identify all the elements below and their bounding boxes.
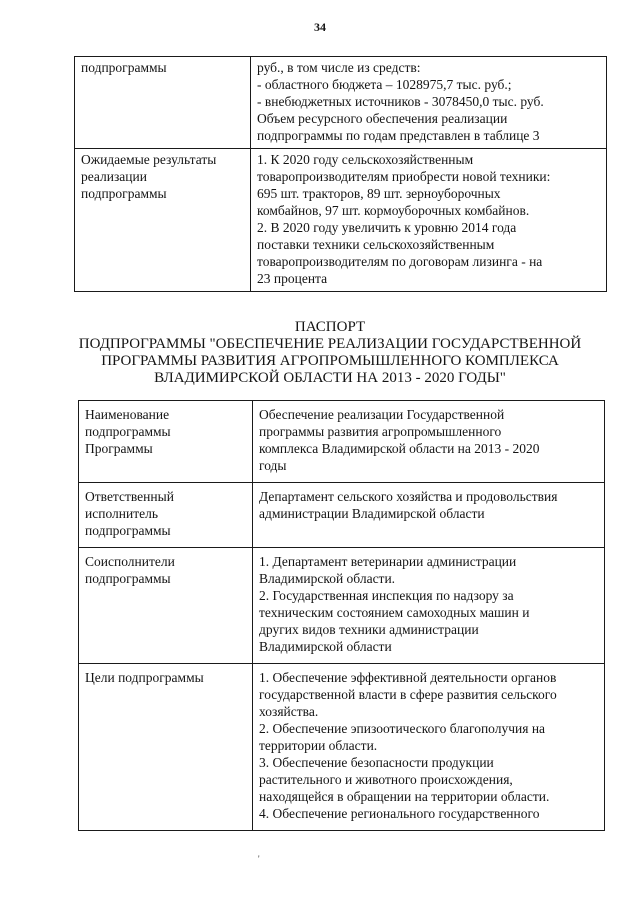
row-value-line: других видов техники администрации (259, 622, 479, 637)
row-value-line: 1. Департамент ветеринарии администрации (259, 554, 517, 569)
row-value-line: комплекса Владимирской области на 2013 - 2020 (259, 441, 540, 456)
row-value-line: руб., в том числе из средств: (257, 60, 421, 75)
table-row (79, 548, 605, 664)
row-value-line: растительного и животного происхождения, (259, 772, 513, 787)
row-value-line: подпрограммы по годам представлен в таблице 3 (257, 128, 540, 143)
table-row (75, 57, 607, 149)
row-value-line: Объем ресурсного обеспечения реализации (257, 111, 508, 126)
row-value-line: находящейся в обращении на территории области. (259, 789, 550, 804)
row-value-line: хозяйства. (259, 704, 319, 719)
row-label-line: исполнитель (85, 506, 158, 521)
row-value-line: Департамент сельского хозяйства и продовольствия (259, 489, 558, 504)
row-label-line: подпрограммы (85, 523, 171, 538)
passport-table-body (79, 401, 605, 831)
row-label-cell (79, 483, 253, 548)
row-label-line: Цели подпрограммы (85, 670, 204, 685)
row-value-line: годы (259, 458, 287, 473)
row-value-line: 1. Обеспечение эффективной деятельности органов (259, 670, 557, 685)
row-value-line: 2. Государственная инспекция по надзору за (259, 588, 514, 603)
row-value-line: товаропроизводителям по договорам лизинга - на (257, 254, 543, 269)
row-label-cell (75, 149, 251, 292)
table-row (75, 149, 607, 292)
row-label-line: подпрограммы (85, 424, 171, 439)
row-value-line: Владимирской области. (259, 571, 396, 586)
row-value-line: - областного бюджета – 1028975,7 тыс. руб.; (257, 77, 512, 92)
row-value-line: 3. Обеспечение безопасности продукции (259, 755, 494, 770)
row-value-line: 1. К 2020 году сельскохозяйственным (257, 152, 474, 167)
row-value-line: поставки техники сельскохозяйственным (257, 237, 495, 252)
row-label-cell (75, 57, 251, 149)
row-label-cell (79, 401, 253, 483)
row-label-line: подпрограммы (81, 186, 167, 201)
row-value-cell (253, 548, 605, 664)
heading-line: ПОДПРОГРАММЫ "ОБЕСПЕЧЕНИЕ РЕАЛИЗАЦИИ ГОСУДАРСТВЕННОЙ (78, 336, 582, 352)
resources-results-table (74, 56, 607, 292)
row-value-line: государственной власти в сфере развития сельского (259, 687, 557, 702)
table-row (79, 401, 605, 483)
row-value-cell (251, 57, 607, 149)
row-value-cell (253, 664, 605, 831)
table-row (79, 664, 605, 831)
table-row (79, 483, 605, 548)
row-value-line: 2. Обеспечение эпизоотического благополучия на (259, 721, 546, 736)
row-value-line: 2. В 2020 году увеличить к уровню 2014 года (257, 220, 517, 235)
row-value-cell (253, 483, 605, 548)
scan-speck: ' (258, 854, 260, 864)
passport-heading (60, 319, 600, 387)
row-label-line: Ожидаемые результаты (81, 152, 217, 167)
row-value-line: 695 шт. тракторов, 89 шт. зерноуборочных (257, 186, 501, 201)
row-value-cell (253, 401, 605, 483)
row-value-line: комбайнов, 97 шт. кормоуборочных комбайнов. (257, 203, 530, 218)
row-label-line: Наименование (85, 407, 170, 422)
row-value-line: - внебюджетных источников - 3078450,0 тыс. руб. (257, 94, 544, 109)
row-value-line: 23 процента (257, 271, 328, 286)
heading-title: ПАСПОРТ (294, 319, 366, 335)
heading-line: ВЛАДИМИРСКОЙ ОБЛАСТИ НА 2013 - 2020 ГОДЫ" (154, 370, 506, 386)
row-label-cell (79, 548, 253, 664)
row-label-cell (79, 664, 253, 831)
row-value-cell (251, 149, 607, 292)
row-label-line: Программы (85, 441, 153, 456)
top-table-body (75, 57, 607, 292)
page-number: 34 (314, 20, 326, 34)
row-value-line: Владимирской области (259, 639, 392, 654)
row-label-line: подпрограммы (85, 571, 171, 586)
row-label-line: Ответственный (85, 489, 174, 504)
row-label-line: реализации (81, 169, 147, 184)
row-value-line: администрации Владимирской области (259, 506, 485, 521)
row-label-line: подпрограммы (81, 60, 167, 75)
row-value-line: программы развития агропромышленного (259, 424, 502, 439)
heading-line: ПРОГРАММЫ РАЗВИТИЯ АГРОПРОМЫШЛЕННОГО КОМПЛЕКСА (101, 353, 559, 369)
subprogram-passport-table (78, 400, 605, 831)
row-value-line: 4. Обеспечение регионального государственного (259, 806, 540, 821)
row-value-line: товаропроизводителям приобрести новой техники: (257, 169, 551, 184)
row-value-line: территории области. (259, 738, 378, 753)
row-value-line: Обеспечение реализации Государственной (259, 407, 505, 422)
row-value-line: техническим состоянием самоходных машин и (259, 605, 530, 620)
row-label-line: Соисполнители (85, 554, 175, 569)
